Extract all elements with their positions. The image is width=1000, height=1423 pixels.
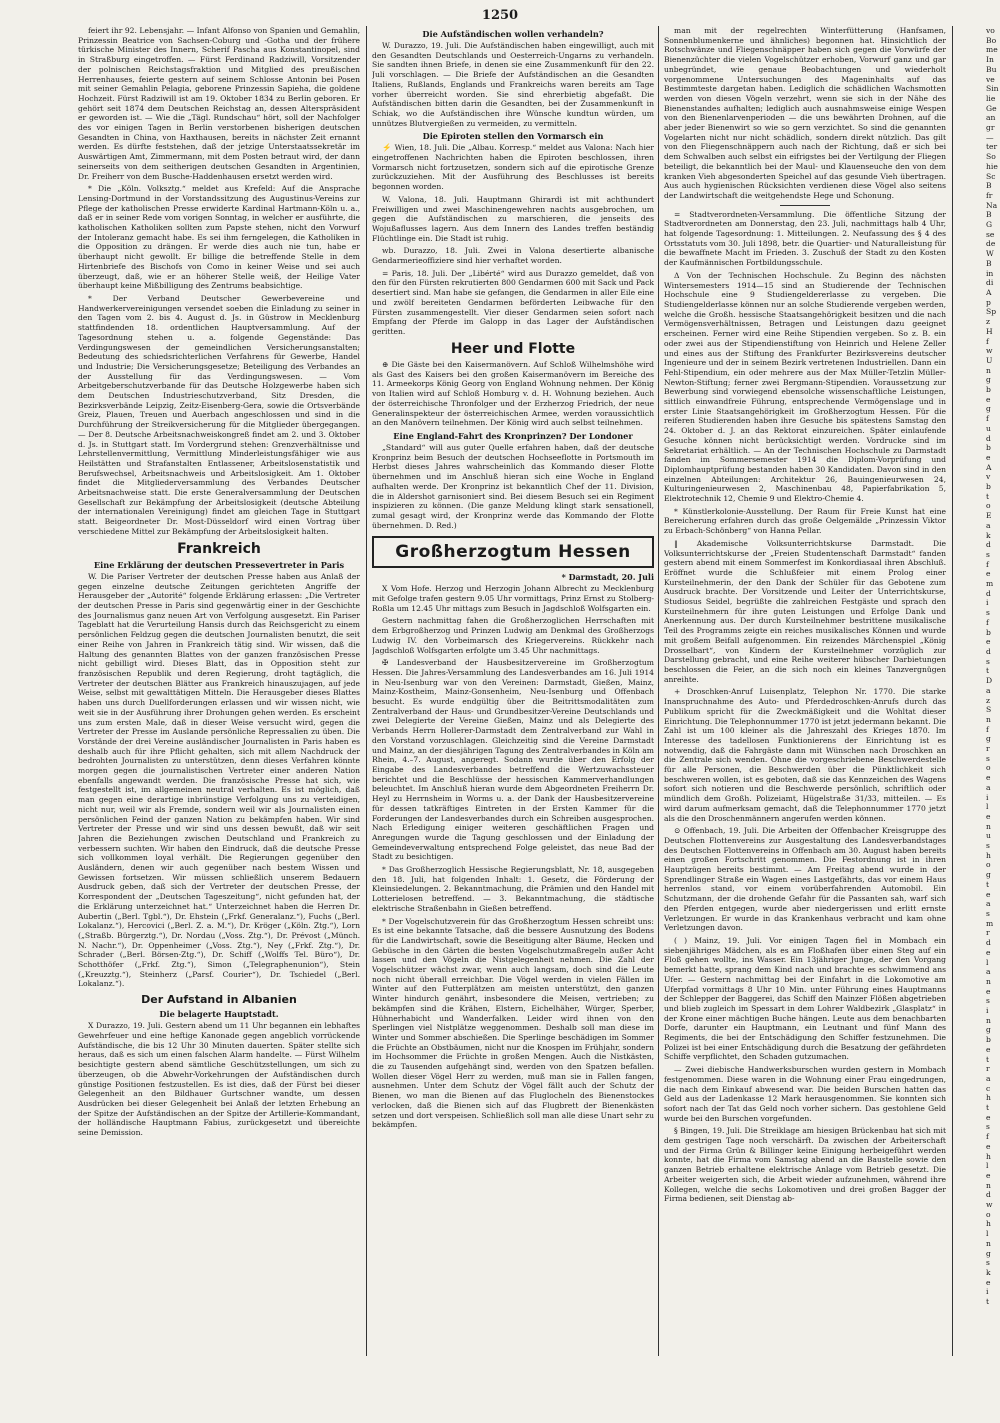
article-paragraph: man mit der regelrechten Winterfütterung (Hanfsamen, Sonnenblumenkerne und ähnliches) begonnen hat. Hinsichtlich der Rotschwänze und Fliegenschnäpper haben sich gegen die Vorwürfe der Bienenzüchter die vielen Vogelschützer erhoben, Vorwurf ganz und gar unbegründet, wie genaue Beobachtungen und wiederholt vorgenommene Untersuchungen des Mageninhalts auf das Bestimmteste dargetan haben. Lediglich die schädlichen Wachsmotten werden von diesen Vögeln verzehrt, wenn sie sich in der Nähe des Bienenstandes aufhalten; lediglich auch ausnahmsweise einige Wespen von den Bienenlarvenperioden — die uns bewährten Drohnen, auf die aber jeder Bienenwirt so wie so gern verzichtet. So sind die genannten Vogelarten nicht nur nicht schädlich, sondern direkt nützlich. Das gilt von den Fliegenschnäppern auch nach der Richtung, daß er sich bei dem Schwalben auch selbst ein eifrigstes bei der Vertilgung der Fliegen beteiligt, die bekanntlich bei der Maul- und Klauenseuche den von dem kranken Vieh abgesonderten Speichel auf das gesunde Vieh übertragen. Aus auch hygienischen Rücksichten verdienen diese Vögel also seitens der Landwirtschaft die weitgehendste Hege und Schonung. [664, 26, 946, 200]
edge-text-fragment: a [986, 899, 991, 909]
edge-text-fragment: s [986, 549, 990, 559]
edge-text-fragment: s [986, 908, 990, 918]
edge-text-fragment: o [986, 860, 991, 870]
edge-text-fragment: t [986, 491, 990, 501]
edge-text-fragment: r [986, 744, 990, 754]
column-rule [658, 26, 659, 1356]
section-heading-boxed: Großherzogtum Hessen [372, 536, 654, 568]
edge-text-fragment: g [986, 1025, 991, 1035]
edge-text-fragment: c [986, 1083, 991, 1093]
section-heading: Der Aufstand in Albanien [141, 993, 297, 1007]
edge-text-fragment: f [986, 617, 989, 627]
article-paragraph: wb. Durazzo, 18. Juli. Zwei in Valona desertierte albanische Gendarmerieoffiziere sind hier verhaftet worden. [372, 246, 654, 266]
edge-text-fragment: lie [986, 93, 996, 103]
edge-text-fragment: f [986, 1132, 989, 1142]
edge-text-fragment: e [986, 394, 991, 404]
edge-text-fragment: vo [986, 26, 995, 35]
edge-text-fragment: se [986, 229, 995, 239]
edge-text-fragment: b [986, 1035, 991, 1045]
edge-text-fragment: n [986, 1015, 991, 1025]
edge-text-fragment: n [986, 365, 991, 375]
edge-text-fragment: Bu [986, 64, 997, 74]
edge-text-fragment: a [986, 967, 991, 977]
column-1 [78, 26, 360, 1356]
article-subheading: Eine Erklärung der deutschen Pressevertreter in Paris [93, 559, 345, 570]
edge-text-fragment: w [986, 346, 993, 356]
edge-text-fragment: g [986, 404, 991, 414]
edge-text-fragment: — [986, 132, 994, 142]
edge-text-fragment: e [986, 1277, 991, 1287]
edge-text-fragment: H [986, 326, 993, 336]
edge-text-fragment: W [986, 249, 994, 259]
edge-text-fragment: i [986, 792, 989, 802]
edge-text-fragment: E [986, 511, 992, 521]
edge-text-fragment: Sin [986, 84, 999, 94]
edge-text-fragment: ve [986, 74, 995, 84]
edge-text-fragment: g [986, 734, 991, 744]
edge-text-fragment: t [986, 1297, 990, 1307]
edge-text-fragment: n [986, 1238, 991, 1248]
edge-text-fragment: e [986, 811, 991, 821]
edge-text-fragment: d [986, 1190, 991, 1200]
edge-text-fragment: o [986, 763, 991, 773]
edge-text-fragment: t [986, 1103, 990, 1113]
article-paragraph: — Zwei diebische Handwerksburschen wurden gestern in Mombach festgenommen. Diese waren in die Wohnung einer Frau eingedrungen, die nach dem Einkauf abwesend war. Die beiden Burschen hatten das Geld aus der Ladenkasse 12 Mark herausgenommen. Sie konnten sich sofort nach der Tat das Geld noch vorher sichern. Das gestohlene Geld wurde bei den Burschen vorgefunden. [664, 1065, 946, 1123]
edge-text-fragment: e [986, 569, 991, 579]
edge-text-fragment: p [986, 297, 991, 307]
edge-text-fragment: i [986, 1287, 989, 1297]
edge-text-fragment: w [986, 1200, 993, 1210]
article-paragraph: X Durazzo, 19. Juli. Gestern abend um 11 Uhr begannen ein lebhaftes Gewehrfeuer und eine heftige Kanonade gegen angeblich vorrückende Aufständische, die bis 12 Uhr 30 Minuten dauerten. Später stellte sich heraus, daß es sich um einen falschen Alarm handelte. — Fürst Wilhelm besichtigte gestern abend sämtliche Geschützstellungen, um sich zu überzeugen, ob die Abwehr-Vorkehrungen der Aufständischen durch günstige Positionen festzustellen. Es ist dies, daß der Fürst bei dieser Gelegenheit an den Bildhauer Gurtschner wandte, um dessen Ausdrücken bei dieser Gelegenheit bei Anlaß der letzten Erhebung an der Spitze der Aufständischen an der Spitze der Artillerie-Kommandant, der holländische Hauptmann Fabius, zurückgesetzt und übereichte seine Demission. [78, 1021, 360, 1138]
column-rule [366, 26, 367, 1356]
edge-text-fragment: u [986, 831, 991, 841]
article-paragraph: * Die „Köln. Volksztg.“ meldet aus Krefeld: Auf die Ansprache Lensing-Dortmund in der Vorstandssitzung des Augustinus-Vereins zur Pflege der katholischen Presse erwiderte Kardinal Hartmann-Köln u. a., daß er in seiner Rede vom vorigen Sonntag, in welcher er ausführte, die katholischen Katholiken sollten zum Papste stehen, nicht den Vorwurf der Intoleranz gemacht habe. Es sei ihm ferngelegen, die Katholiken in die Opposition zu drängen. Er werde dies auch nie tun, habe er überhaupt nicht gewollt. Er billige die betreffende Stelle in dem Hirtenbriefe des Bischofs von Como in keiner Weise und sei auch überzeugt, daß, wie er an höherer Stelle weiß, der Heilige Vater überhaupt keine Mißbilligung des Zentrums beabsichtige. [78, 184, 360, 291]
article-paragraph: + Droschken-Anruf Luisenplatz, Telephon Nr. 1770. Die starke Inanspruchnahme des Auto- und Pferdedroschken-Anrufs durch das Publikum spricht für die Zweckmäßigkeit und die Wohltat dieser Einrichtung. Die Telephonnummer 1770 ist jetzt jedermann bekannt. Die Zahl ist um 100 kleiner als die Jahreszahl des Krieges 1870. Im Interesse des tadellosen Funktionierens der Einrichtung ist es notwendig, daß die Fahrgäste dann mit Wünschen nach Droschken an die Zentrale sich wenden. Ohne die vorgeschriebene Beschwerdestelle für alle Personen, die Beschwerden über die Pünktlichkeit sich beschweren wollen, ist es geboten, daß sie das Kennzeichen des Wagens sofort sich notieren und die Beschwerde persönlich, schriftlich oder mündlich dem Großh. Polizeiamt, Hügelstraße 31/33, mitteilen. — Es wird darum aufmerksam gemacht, daß die Telephonnummer 1770 jetzt als die den Droschenmännern angerufen werden können. [664, 687, 946, 823]
edge-text-fragment: k [986, 1268, 991, 1277]
edge-text-fragment: a [986, 782, 991, 792]
edge-text-fragment: g [986, 375, 991, 385]
article-paragraph: = Stadtverordneten-Versammlung. Die öffentliche Sitzung der Stadtverordneten am Donnerstag, den 23. Juli, nachmittags halb 4 Uhr, hat folgende Tagesordnung: 1. Mitteilungen. 2. Neufassung des § 4 des Ortsstatuts vom 30. Juli 1898, betr. die Quartier- und Naturalleistung für die bewaffnete Macht im Frieden. 3. Zuschuß der Stadt zu den Kosten der Kaufmännischen Fortbildungsschule. [664, 209, 946, 268]
edge-text-fragment: t [986, 879, 990, 889]
edge-text-fragment: s [986, 656, 990, 666]
article-subheading: Eine England-Fahrt des Kronprinzen? Der Londoner [393, 431, 633, 441]
article-paragraph: Δ Von der Technischen Hochschule. Zu Beginn des nächsten Wintersemesters 1914—15 sind an Studierende der Technischen Hochschule eine 9 Studiengeldererlasse zu vergeben. Die Studiengelderlasse können nur an solche Studierende vergeben werden, welche die Großh. hessische Staatsangehörigkeit besitzen und die nach Vermögensverhältnissen, Betragen und Leistungen dazu geeignet erscheinen. Ferner wird eine Reihe Stipendien vergeben. So z. B. ein oder zwei aus der Stipendienstiftung von Heinrich und Helene Zeller und eines aus der Stiftung des Frankfurter Bezirksvereins deutscher Ingenieure und der in seinem Bezirk vertretenen Industriellen. Dann ein Fehl-Stipendium, ein oder mehrere aus der Max Müller-Tetzlin Müller-Newton-Stiftung; ferner zwei Bergmann-Stipendien. Voraussetzung zur Bewerbung sind vorwiegend ebensolche wissenschaftliche Leistungen, sittlich einwandfreie Führung, entsprechende Vermögenslage und in erster Linie Staatsangehörigkeit im Großherzogtum Hessen. Für die reiferen Studierenden haben ihre Gesuche bis spätestens Samstag den 24. Oktober d. J. an das Rektorat einzureichen. Später einlaufende Gesuche können nicht berücksichtigt werden. Vordrucke sind im Sekretariat erhältlich. — An der Technischen Hochschule zu Darmstadt fanden im Sommersemester 1914 die Diplom-Vorprüfung und Diplomhauptprüfung bestanden haben 30 Kandidaten. Davon sind in den einzelnen Abteilungen: Architektur 26, Bauingenieurwesen 24, Kulturingenieurwesen 2, Maschinenbau 48, Papierfabrikation 5, Elektrotechnik 12, Chemie 9 und Elektro-Chemie 4. [664, 270, 946, 504]
edge-text-fragment: S [986, 705, 992, 715]
article-paragraph: W. Durazzo, 19. Juli. Die Aufständischen haben eingewilligt, auch mit den Gesandten Deutschlands und Oesterreich-Ungarns zu verhandeln. Sie sandten ihnen Briefe, in denen sie eine Zusammenkunft für den 22. Juli vorschlagen. — Die Briefe der Aufständischen an die Gesandten Italiens, Rußlands, Englands und Frankreichs waren bereits am Tage vorher überreicht worden. Sie sind ehrerbietig abgefaßt. Die Aufständischen bitten darin die Gesandten, bei der Zusammenkunft in Schiak, wo die Aufständischen ihre Wünsche kundtun würden, um unnützes Blutvergießen zu vermeiden, zu vermitteln. [372, 41, 654, 128]
edge-text-fragment: o [986, 501, 991, 511]
edge-text-fragment: Bo [986, 35, 997, 45]
edge-text-fragment: n [986, 821, 991, 831]
edge-text-fragment: d [986, 647, 991, 656]
edge-text-fragment: r [986, 1064, 990, 1074]
page-number: 1250 [481, 8, 519, 23]
edge-text-fragment: i [986, 598, 989, 608]
edge-text-fragment: h [986, 1151, 991, 1161]
edge-text-fragment: di [986, 278, 994, 288]
edge-text-fragment: d [986, 433, 991, 443]
edge-text-fragment: m [986, 579, 994, 589]
edge-text-fragment: U [986, 355, 993, 365]
column-rule [952, 26, 953, 1356]
article-subheading: Die belagerte Hauptstadt. [159, 1009, 279, 1020]
edge-text-fragment: In [986, 55, 994, 65]
edge-text-fragment: l [986, 802, 989, 812]
edge-text-fragment: n [986, 1180, 991, 1190]
article-paragraph: ⚡ Wien, 18. Juli. Die „Albau. Korresp.“ meldet aus Valona: Nach hier eingetroffenen Nachrichten haben die Epiroten beschlossen, ihren Vormarsch nicht fortzusetzen, sondern sich auf die epirotische Grenze zurückzuziehen. Mit der Ausführung des Beschlusses ist bereits begonnen worden. [372, 143, 654, 192]
column-3 [664, 26, 946, 1356]
edge-text-fragment: r [986, 928, 990, 938]
edge-text-fragment: n [986, 976, 991, 986]
article-paragraph: ⊙ Offenbach, 19. Juli. Die Arbeiten der Offenbacher Kreisgruppe des Deutschen Flottenvereins zur Ausgestaltung des Landesverbandstages des Deutschen Flottenvereins in Offenbach am 30. August haben bereits einen großen Fortschritt genommen. Die Festordnung ist in ihren Hauptzügen bereits bestimmt. — Am Freitag abend wurde in der Sprendlinger Straße ein Wagen eines Lastgefährts, das vor einem Haus herrenlos stand, vor einem vorüberfahrenden Automobil. Ein Schutzmann, der die drohende Gefahr für die Passanten sah, warf sich den Pferden entgegen, wurde aber niedergerissen und erlitt ernste Verletzungen. Er wurde in das Krankenhaus verbracht und kam ohne Verletzungen davon. [664, 826, 946, 933]
article-subheading: Die Aufständischen wollen verhandeln? [422, 29, 604, 39]
edge-text-fragment: D [986, 676, 993, 686]
edge-text-fragment: b [986, 443, 991, 453]
edge-text-fragment: t [986, 1054, 990, 1064]
edge-text-fragment: l [986, 1229, 989, 1239]
section-heading: Heer und Flotte [450, 340, 576, 357]
article-paragraph: W. Die Pariser Vertreter der deutschen Presse haben aus Anlaß der gegen einzelne deutsche Zeitungen gerichteten Angriffe der Herausgeber der „Autorité“ folgende Erklärung erlassen: „Die Vertreter der deutschen Presse in Paris sind gegenwärtig einer in der Geschichte des Journalismus ganz neuen Art von Verfolgung ausgesetzt. Ein Pariser Tageblatt hat die Verurteilung Hansis durch das Reichsgericht zu einem persönlichen Feldzug gegen die deutschen Journalisten benutzt, die seit einer Reihe von Jahren in Frankreich tätig sind. Wir wissen, daß die Haltung des genannten Blattes von der ganzen französischen Presse nicht gebilligt wird. Dieses Blatt, das in Opposition steht zur französischen Republik und deren Regierung, droht tagtäglich, die Vertreter der deutschen Blätter aus Frankreich hinauszujagen, auf jede Weise, selbst mit gewalttätigen Mitteln. Die Herausgeber dieses Blattes haben uns durch Duellforderungen erlassen und wir wissen nicht, wie weit sie in der Ausführung ihrer Drohungen gehen werden. Es erscheint uns zum ersten Male, daß in dieser Weise versucht wird, gegen die Vertreter der Presse im Auslande persönliche Repressalien zu üben. Die Vorstände der drei Vereine ausländischer Journalisten in Paris haben es deshalb auch für ihre Pflicht gehalten, sich mit allem Nachdruck der bedrohten Journalisten zu unterstützen, denn dieses Verfahren könnte morgen gegen die journalistischen Vertreter einer anderen Nation ebenfalls angewandt werden. Die französische Presse hat sich, wie festgestellt ist, im allgemeinen neutral verhalten. Es ist möglich, daß man gegen eine derartige inbrünstige Verfolgung uns zu verteidigen, nicht nur, weil wir als Fremde, sondern weil wir als Journalisten einen persönlichen Feind der ganzen Nation zu bekämpfen haben. Wir sind Vertreter der Presse und wir sind uns dessen bewußt, daß wir seit Jahren die Beziehungen zwischen Deutschland und Frankreich zu verbessern suchten. Wir haben den Eindruck, daß die deutsche Presse sich vollkommen loyal verhält. Die Regierungen gegenüber den Ausländern, denen wir auch gegenüber nach bestem Wissen und Gewissen fortsetzen. Wir müssen schließlich unserem Bedauern Ausdruck geben, daß sich der Vertreter der deutschen Presse, der Korrespondent der „Deutschen Tageszeitung“, nicht gefunden hat, der die Erklärung unterzeichnet hat.“ Unterzeichnet haben die Herren Dr. Aubertin („Berl. Tgbl.“), Dr. Ehstein („Frkf. Generalanz.“), Fuchs („Berl. Lokalanz.“), Hercovici („Berl. Z. a. M.“), Dr. Kröger („Köln. Ztg.“), Lorn („Straßb. Bürgerztg.“), Dr. Nordau („Voss. Ztg.“), Dr. Prévost („Münch. N. Nachr.“), Dr. Oppenheimer („Voss. Ztg.“), Ney („Frkf. Ztg.“), Dr. Schrader („Berl. Börsen-Ztg.“), Dr. Schiff („Wolffs Tel. Büro“), Dr. Schotthöfer („Frkf. Ztg.“), Simon („Telegraphenunion“), Stein („Kreuzztg.“), Steinherz („Parsf. Courier“), Dr. Tschiedel („Berl. Lokalanz.“). [78, 571, 360, 989]
edge-text-fragment: e [986, 1044, 991, 1054]
edge-text-fragment: n [986, 714, 991, 724]
section-heading: Frankreich [177, 540, 261, 557]
edge-text-fragment: f [986, 336, 989, 346]
article-paragraph: ( ) Mainz, 19. Juli. Vor einigen Tagen fiel in Mombach ein siebenjähriges Mädchen, als es am Floßhafen über einen Steg auf ein Floß gehen wollte, ins Wasser. Ein 13jähriger Junge, der den Vorgang bemerkt hatte, sprang dem Kind nach und brachte es schwimmend ans Ufer. — Gestern nachmittag bei der Einfahrt in die Lokomotive am Uferpfad vormittags 8 Uhr 10 Min. unter Führung eines Hauptmanns der Schlepper der Baggerei, das Schiff den Mainzer Flößen abgetrieben und blieb zugleich im Spessart in dem Lohrer Waldbezirk „Glasplatz“ in der Krone einer mächtigen Buche hängen. Leute aus dem benachbarten Dorfe, darunter ein Hauptmann, ein Leutnant und fünf Mann des Regiments, die bei der Entschädigung den Schiffer festzunehmen. Die Polizei ist bei einer Entschädigung durch die Besatzung der gefährdeten Schiffe verpflichtet, den Schaden gutzumachen. [664, 935, 946, 1062]
edge-text-fragment: s [986, 841, 990, 851]
edge-text-fragment: Ge [986, 103, 997, 113]
article-paragraph: W. Valona, 18. Juli. Hauptmann Ghirardi ist mit achthundert Freiwilligen und zwei Maschinengewehren nachts ausgebrochen, um gegen die Aufständischen zu marschieren, die jenseits des Wojußaflusses lagern. Aus dem Innern des Landes treffen beständig Flüchtlinge ein. Die Stadt ist ruhig. [372, 194, 654, 243]
edge-text-fragment: h [986, 1093, 991, 1103]
edge-text-fragment: k [986, 530, 991, 540]
edge-text-fragment: v [986, 472, 991, 482]
edge-text-fragment: de [986, 239, 996, 249]
article-paragraph: = Paris, 18. Juli. Der „Libérté“ wird aus Durazzo gemeldet, daß von den für den Fürsten rekrutierten 800 Gendarmen 600 mit Sack und Pack desertiert sind. Man habe sie gefangen, die Gendarmen in aller Eile eine und zwölf bereiteten Gendarmen beförderten Leibwache für den Fürsten zusammengestellt. Vier dieser Gendarmen seien sofort nach Empfang der Pferde im Galopp in das Lager der Aufständischen geritten. [372, 268, 654, 336]
edge-text-fragment: e [986, 889, 991, 899]
article-paragraph: * Der Vogelschutzverein für das Großherzogtum Hessen schreibt uns: Es ist eine bekannte Tatsache, daß die bessere Ausnutzung des Bodens für die Landwirtschaft, sowie die Beseitigung alter Bäume, Hecken und Gebüsche in den Gärten die besten Vogelschutzmaßregeln außer Acht lassen und den Vögeln die Nistgelegenheit nehmen. Die Zahl der Vogelschützer wächst zwar, wenn auch langsam, doch sind die Leute noch nicht überall erreichbar. Die Vögel werden in vielen Fällen im Winter auf den Futterplätzen am meisten unterstützt, den ganzen Winter hindurch genährt, insbesondere die Meisen, vertrieben; zu bekämpfen sind die Krähen, Elstern, Eichelhäher, Würger, Sperber, Hühnerhabicht und Wanderfalken. Leider wird ihnen von den Sperlingen viel Nistplätze weggenommen. Deshalb soll man diese im Winter und Sommer abschießen. Die Sperlinge beschädigen im Sommer die Früchte an Obstbäumen, nicht nur die Knospen im Frühjahr, sondern im Hochsommer die Früchte in großen Mengen. Auch die Nistkästen, die zu Tausenden aufgehängt sind, werden von den Spatzen befallen. Wollen dieser Vögel Herr zu werden, muß man sie in Fallen fangen, ausnehmen. Unter dem Schutz der Vögel fällt auch der Schutz der Bienen, wo man die Bienen auf das Fluglocheln des Bienenstockes verlocken, daß die Bienen sich auf das Flugbrett der Bienenkästen setzen und dort verspeisen. Schließlich soll man alle diese Unart sehr zu bekämpfen. [372, 916, 654, 1130]
edge-text-fragment: s [986, 996, 990, 1006]
edge-text-fragment: z [986, 317, 991, 327]
edge-text-fragment: e [986, 452, 991, 462]
column-4-edge [986, 26, 1000, 1406]
edge-text-fragment: B [986, 258, 992, 268]
edge-text-fragment: B [986, 181, 992, 191]
edge-text-fragment: f [986, 414, 989, 424]
edge-text-fragment: h [986, 850, 991, 860]
edge-text-fragment: s [986, 608, 990, 618]
article-paragraph: * Künstlerkolonie-Ausstellung. Der Raum für Freie Kunst hat eine Bereicherung erfahren durch das große Oelgemälde „Prinzessin Viktor zu Erbach-Schönberg“ von Hanna Pellar. [664, 506, 946, 536]
edge-text-fragment: ter [986, 142, 998, 152]
article-paragraph: § Bingen, 19. Juli. Die Streiklage am hiesigen Brückenbau hat sich mit dem gestrigen Tage noch verschärft. Da zwischen der Arbeiterschaft und der Firma Grün & Billinger keine Einigung herbeigeführt werden konnte, hat die Firma vom Samstag abend an die Baustelle sowie den ganzen Betrieb erhaltene elektrische Anlage vom Betrieb gesetzt. Die Arbeiter weigerten sich, die Arbeit wieder aufzunehmen, während ihre Kollegen, welche die sechs Lokomotiven und drei großen Bagger der Firma bedienen, seit Dienstag ab- [664, 1126, 946, 1204]
edge-text-fragment: h [986, 1219, 991, 1229]
edge-text-fragment: Sc [986, 171, 996, 181]
edge-text-fragment: l [986, 1161, 989, 1171]
edge-text-fragment: i [986, 1006, 989, 1016]
edge-text-fragment: m [986, 918, 994, 928]
edge-text-fragment: Na [986, 200, 998, 210]
edge-text-fragment: b [986, 627, 991, 637]
dateline: * Darmstadt, 20. Juli [561, 572, 654, 583]
article-paragraph: feiert ihr 92. Lebensjahr. — Infant Alfonso von Spanien und Gemahlin, Prinzessin Beatrice von Sachsen-Coburg und -Gotha und der frühere türkische Minister des Innern, Scherif Pascha aus Konstantinopel, sind in Straßburg eingetroffen. — Fürst Ferdinand Radziwill, Vorsitzender der polnischen Reichstagsfraktion und Mitglied des preußischen Herrenhauses, feierte gestern auf seinem Schlosse Antonin bei Posen mit seiner Gemahlin Pelagia, geborene Prinzessin Sapieha, die goldene Hochzeit. Fürst Radziwill ist am 19. Oktober 1834 zu Berlin geboren. Er gehört seit 1874 dem Deutschen Reichstag an, dessen Alterspräsident er geworden ist. — Wie die „Tägl. Rundschau“ hört, soll der Nachfolger des vor einigen Tagen in Berlin verstorbenen bisherigen deutschen Gesandten in China, von Haxthausen, bereits in nächster Zeit ernannt werden. Es dürfte feststehen, daß der jetzige Unterstaatssekretär im Auswärtigen Amt, Zimmermann, mit dem Posten betraut wird, der dann seinerseits von dem seitherigen deutschen Gesandten in Argentinien, Dr. Freiherr von dem Busche-Haddenhausen ersetzt werden wird. [78, 26, 360, 181]
edge-text-fragment: s [986, 1258, 990, 1268]
edge-text-fragment: g [986, 870, 991, 880]
edge-text-fragment: e [986, 1112, 991, 1122]
edge-text-fragment: e [986, 1170, 991, 1180]
edge-text-fragment: b [986, 385, 991, 395]
column-2 [372, 26, 654, 1356]
edge-text-fragment: d [986, 938, 991, 948]
edge-text-fragment: a [986, 1073, 991, 1083]
edge-text-fragment: z [986, 695, 991, 705]
edge-text-fragment: a [986, 685, 991, 695]
edge-text-fragment: e [986, 986, 991, 996]
edge-text-fragment: e [986, 773, 991, 783]
edge-text-fragment: f [986, 724, 989, 734]
edge-text-fragment: l [986, 957, 989, 967]
article-paragraph: „Standard“ will aus guter Quelle erfahren haben, daß der deutsche Kronprinz beim Besuch der deutschen Hochseeflotte in Portsmouth im Herbst dieses Jahres wahrscheinlich das Kommando dieser Flotte übernehmen und im Anschluß hieran sich eine Woche in England aufhalten werde. Der Kronprinz ist bekanntlich Chef der 11. Division, die in Aldershot garnisoniert sind. Bei diesem Besuch sei ein Regiment inspizieren zu können. (Die ganze Meldung klingt stark sensationell, zumal gesagt wird, der Kronprinz werde das Kommando der Flotte übernehmen. D. Red.) [372, 443, 654, 530]
edge-text-fragment: B [986, 210, 992, 220]
edge-text-fragment: gr [986, 123, 995, 133]
edge-text-fragment: u [986, 423, 991, 433]
article-paragraph: ✠ Landesverband der Hausbesitzervereine im Großherzogtum Hessen. Die Jahres-Versammlung des Landesverbandes am 16. Juli 1914 in Neu-Isenburg war von den Vereinen: Darmstadt, Gießen, Mainz, Mainz-Kostheim, Mainz-Gonsenheim, Neu-Isenburg und Offenbach besucht. Es wurde endgültig über die Beitrittsmodalitäten zum Zentralverband der Haus- und Grundbesitzer-Vereine Deutschlands und zwei Delegierte der Vereine Gießen, Mainz und als Delegierte des Verbands Herrn Hollerer-Darmstadt dem Zentralverband zur Wahl in den Vorstand vorzuschlagen. Gleichzeitig sind die Vereine Darmstadt und Mainz, an der diesjährigen Tagung des Zentralverbandes in Köln am Rhein, 4.–7. August, angeregt. Sodann wurde über den Erfolg der Eingabe des Landesverbandes betreffend die Wertzuwachssteuer berichtet und die Beschlüsse der hessischen Kammerverhandlungen beleuchtet. Im Anschluß hieran wurde dem Abgeordneten Freiherrn Dr. Heyl zu Herrnsheim in Worms u. a. der Dank der Hausbesitzervereine für dessen tatkräftiges Eintreten in der Ersten Kammer für die Forderungen der Landesverbandes durch ein Schreiben ausgesprochen. Nach Erledigung einiger weiteren geschäftlichen Fragen und Anregungen wurde die Tagung geschlossen und der Einladung der Gemeindeverwaltung entsprechend Folge geleistet, das neue Bad der Stadt zu besichtigen. [372, 658, 654, 862]
edge-text-fragment: e [986, 1141, 991, 1151]
edge-text-fragment: A [986, 287, 992, 297]
edge-text-fragment: Sp [986, 307, 997, 317]
article-paragraph: ‖ Akademische Volksunterrichtskurse Darmstadt. Die Volksunterrichtskurse der „Freien Studentenschaft Darmstadt“ fanden gestern abend mit einem Sommerfest im Konkordiasaal ihren Abschluß. Eröffnet wurde die Schlußfeier mit einem Prolog einer Kursteilnehmerin, der den Dank der Schüler für das Gebotene zum Ausdruck brachte. Der Vorsitzende und Leiter der Unterrichtskurse, Studiosus Seidel, begrüßte die zahlreichen Festgäste und sprach den Kursteilnehmern für ihre guten Leistungen und Erfolge Dank und Anerkennung aus. Der durch Kursteilnehmer bestrittene musikalische Teil des Programms zeigte ein reiches musikalisches Können und wurde mit großem Beifall aufgenommen. Ein reizendes Märchenspiel „König Drosselbart“, von Kindern der Kursteilnehmer vorzüglich zur Darstellung gebracht, und eine Reihe weiterer hübscher Darbietungen beschlossen die Feier, an die sich noch ein kleines Tanzvergnügen anreihte. [664, 538, 946, 684]
edge-text-fragment: o [986, 1209, 991, 1219]
edge-text-fragment: s [986, 753, 990, 763]
edge-text-fragment: me [986, 45, 998, 55]
edge-text-fragment: G [986, 220, 993, 230]
edge-text-fragment: a [986, 520, 991, 530]
article-paragraph: Gestern nachmittag fahen die Großherzoglichen Herrschaften mit dem Erbgroßherzog und Prinzen Ludwig am Denkmal des Großherzogs Ludwig IV. den Vorbeimarsch des Kriegervereins. Rückkehr nach Jagdschloß Wolfsgarten erfolgte um 3.45 Uhr nachmittags. [372, 616, 654, 655]
edge-text-fragment: e [986, 637, 991, 647]
article-subheading: Die Epiroten stellen den Vormarsch ein [422, 131, 604, 142]
edge-text-fragment: g [986, 1248, 991, 1258]
edge-text-fragment: t [986, 666, 990, 676]
edge-text-fragment: fr [986, 190, 993, 200]
edge-text-fragment: in [986, 268, 994, 278]
edge-text-fragment: f [986, 559, 989, 569]
edge-text-fragment: d [986, 540, 991, 550]
edge-text-fragment: hie [986, 161, 998, 171]
edge-text-fragment: e [986, 947, 991, 957]
article-paragraph: ⊕ Die Gäste bei den Kaisermanövern. Auf Schloß Wilhelmshöhe wird als Gast des Kaisers bei den großen Kaisermanövern im Bereiche des 11. Armeekorps König Georg von England Wohnung nehmen. Der König von Italien wird auf Schloß Homburg v. d. H. Wohnung beziehen. Auch der österreichische Thronfolger und der Erzherzog Friedrich, der neue Generalinspekteur der österreichischen Armee, werden voraussichtlich an den Manövern teilnehmen. Der König wird auch selbst teilnehmen. [372, 360, 654, 428]
edge-text-fragment: b [986, 482, 991, 492]
article-paragraph: * Das Großherzoglich Hessische Regierungsblatt, Nr. 18, ausgegeben den 18. Juli, hat folgenden Inhalt: 1. Gesetz, die Förderung der Kleinsiedelungen. 2. Bekanntmachung, die Prämien und den Handel mit Lotterielosen betreffend. — 3. Bekanntmachung, die städtische elektrische Straßenbahn in Gießen betreffend. [372, 865, 654, 913]
article-paragraph: X Vom Hofe. Herzog und Herzogin Johann Albrecht zu Mecklenburg mit Gefolge trafen gestern 9.05 Uhr vormittags, Prinz Ernst zu Stolberg-Roßla um 12.45 Uhr mittags zum Besuch in Jagdschloß Wolfsgarten ein. [372, 584, 654, 613]
article-paragraph: * Der Verband Deutscher Gewerbevereine und Handwerkervereinigungen versendet soeben die Einladung zu seiner in den Tagen vom 2. bis 4. August d. Js. in Güstrow in Mecklenburg stattfindenden 18. ordentlichen Hauptversammlung. Auf der Tagesordnung stehen u. a. folgende Gegenstände: Das Verdingungswesen der gemeindlichen Versicherungsanstalten; Bedeutung des schiedsrichterlichen Verfahrens für Gewerbe, Handel und Industrie; Die Versicherungsgesetze; Beteiligung des Verbandes an der Ausstellung für das Verdingungswesen. — Vom Arbeitgeberschutzverbande für das Deutsche Holzgewerbe haben sich dem Deutschen Industrieschutzverband, Sitz Dresden, die Bezirksverbände Leipzig, Zeitz-Eisenberg-Gera, sowie die Ortsverbände Greiz, Plauen, Treuen und Auerbach angeschlossen und sind in die Durchführung der Streikversicherung für die Mitglieder übergegangen. — Der 8. Deutsche Arbeitsnachweiskongreß findet am 2. und 3. Oktober d. Js. in Stuttgart statt. Im Vordergrund stehen: Grenzverhältnisse und Lehrstellenvermittlung, Vermittlung Minderleistungsfähiger wie aus Heilstätten und Strafanstalten Entlassener, Arbeitslosenstatistik und Berufswechsel, Arbeitsnachweis und Arbeitslosigkeit. Am 1. Oktober findet die Mitgliederversammlung des Verbandes Deutscher Arbeitsnachweise statt. Die erste Generalversammlung der Deutschen Gesellschaft zur Bekämpfung der Arbeitslosigkeit (deutsche Abteilung der internationalen Vereinigung) findet am gleichen Tage in Stuttgart statt. Beigeordneter Dr. Most-Düsseldorf wird einen Vortrag über verschiedene Mittel zur Bekämpfung der Arbeitslosigkeit halten. [78, 293, 360, 536]
edge-text-fragment: s [986, 1122, 990, 1132]
edge-text-fragment: d [986, 588, 991, 598]
edge-text-fragment: A [986, 462, 992, 472]
divider [780, 205, 830, 206]
edge-text-fragment: So [986, 152, 996, 162]
edge-text-fragment: an [986, 113, 996, 123]
